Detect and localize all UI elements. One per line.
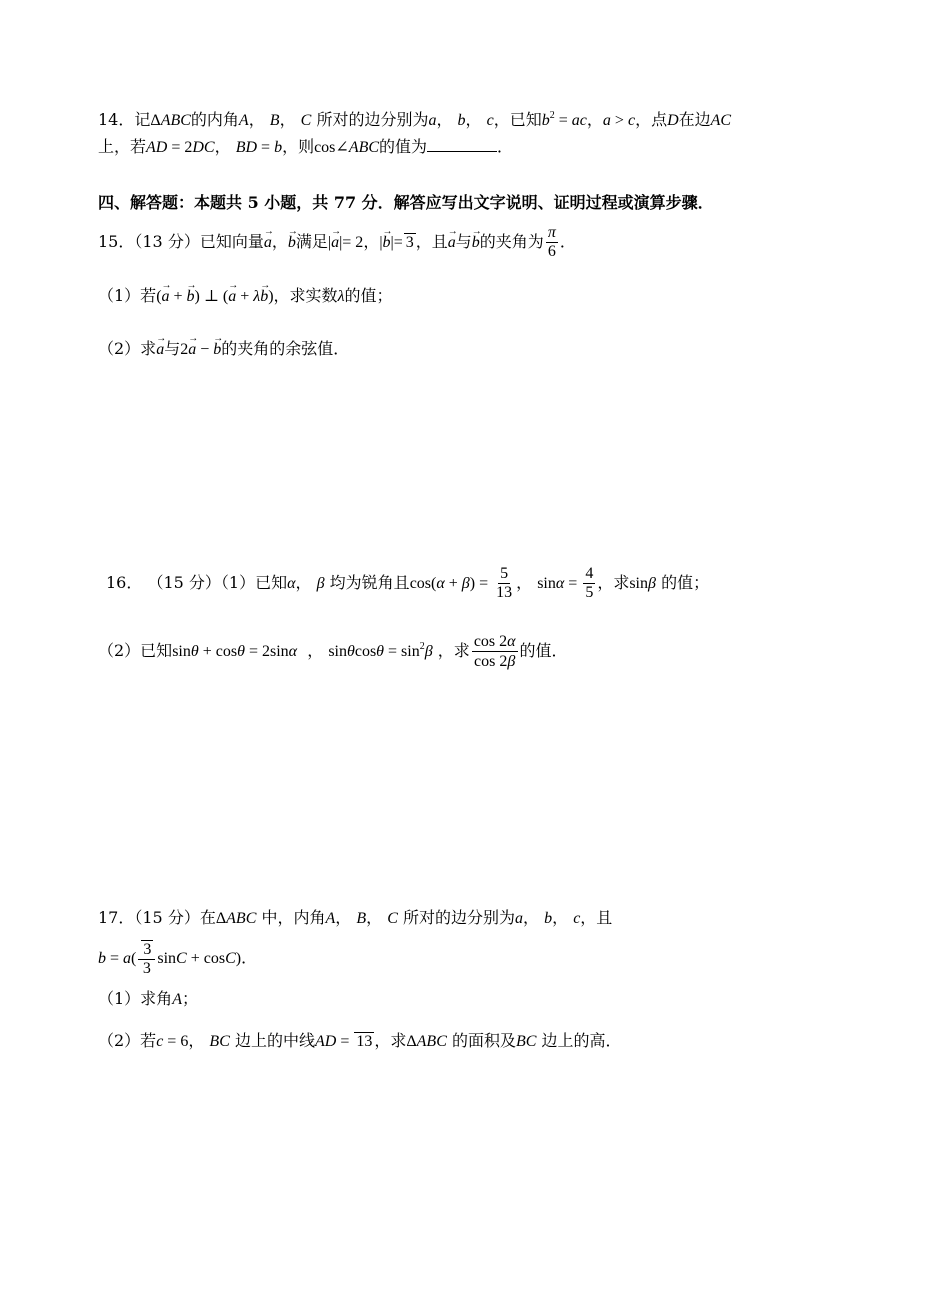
q15-stem: 15．（13 分）已知向量→ a，→ b满足|→ a|= 2，|→ b|= 3 ，且→ a与→ b的夹角为 $\frac{\pi}{6}$ ． (98, 223, 576, 262)
q14-line1: 14．记ΔABC的内角A， B， C 所对的边分别为a， b， c，已知$b^2$ = ac，a > c，点D在边AC (98, 110, 732, 129)
q16-number: 16． (106, 573, 143, 592)
answer-blank[interactable] (427, 135, 497, 152)
q17-part2: （2）若c = 6， BC 边上的中线AD = 13 ，求ΔABC 的面积及BC 边上的高． (98, 1031, 622, 1050)
q15-part2: （2）求→ a与2→ a − → b的夹角的余弦值． (98, 339, 349, 360)
q15-part1: （1）若(→ a + → b) ⊥ (→ a + λ→ b)，求实数λ的值； (98, 286, 393, 307)
q17-stem: 17．（15 分）在ΔABC 中，内角A， B， C 所对的边分别为a， b， c，且 (98, 908, 613, 927)
q14-number: 14． (98, 110, 135, 129)
q17-number: 17． (98, 908, 135, 927)
q17-part1: （1）求角A； (98, 989, 198, 1008)
q14-line2: 上，若AD = 2DC， BD = b，则cos∠ABC的值为 ． (98, 137, 514, 156)
q17-equation: b = a( $\frac{3}{3}$ sinC + cosC)． (98, 940, 258, 977)
q15-number: 15． (98, 232, 135, 251)
q16-part2: （2）已知sinθ + cosθ = 2sinα ， $\sin\theta\cos\theta = \sin^2\beta$ ，求 $\frac{\cos 2\alpha}{\cos 2\beta}$ 的值． (98, 633, 568, 670)
section-heading: 四、解答题：本题共 5 小题，共 77 分．解答应写出文字说明、证明过程或演算步骤． (98, 193, 714, 212)
q16-part1: 16． （15 分）（1）已知α， β 均为锐角且cos(α + β) = $\frac{5}{13}$ ， sinα = $\frac{4}{5}$ ，求sinβ 的值； (106, 565, 710, 601)
